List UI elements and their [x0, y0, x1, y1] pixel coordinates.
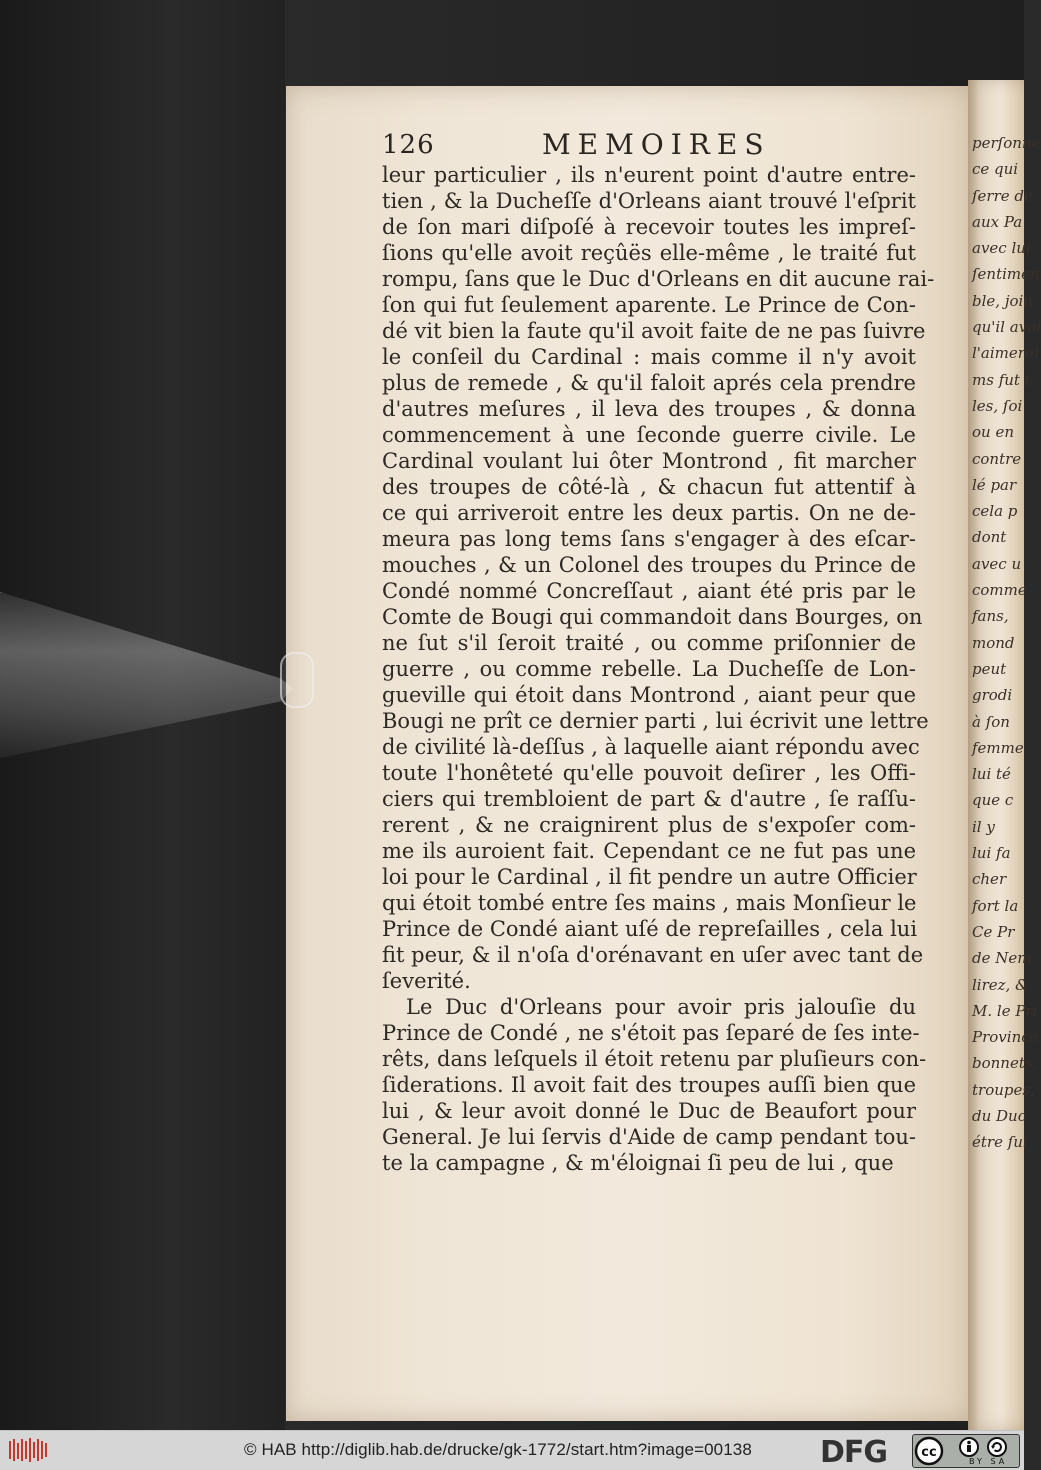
- license-label: BY SA: [969, 1457, 1008, 1466]
- text-line: General. Je lui ſervis d'Aide de camp pendant tou-: [382, 1125, 916, 1149]
- right-page-fragment: dont: [972, 528, 1007, 547]
- text-line: rêts, dans leſquels il étoit retenu par pluſieurs con-: [382, 1047, 927, 1071]
- right-page-fragment: qu'il avoi: [972, 318, 1041, 337]
- right-page-fragment: grodi: [972, 686, 1013, 705]
- right-page-fragment: mond: [972, 633, 1015, 652]
- text-line: guerre , ou comme rebelle. La Ducheſſe de Lon-: [382, 657, 916, 681]
- right-page-fragment: avec u: [972, 554, 1022, 573]
- text-line: ce qui arriveroit entre les deux partis. On ne de-: [382, 501, 916, 525]
- text-line: meura pas long tems ſans s'engager à des eſcar-: [382, 527, 916, 551]
- text-line: leur particulier , ils n'eurent point d'autre entre-: [382, 163, 916, 187]
- footer-bar: [0, 1430, 1024, 1470]
- right-page-fragment: ſerre de: [972, 186, 1033, 205]
- right-page-fragment: Province: [972, 1028, 1039, 1047]
- image-citation-link[interactable]: © HAB http://diglib.hab.de/drucke/gk-1772/start.htm?image=00138: [244, 1440, 752, 1459]
- text-line: des troupes de côté-là , & chacun fut attentif à: [382, 475, 916, 499]
- glass-holder-tip: [280, 652, 314, 708]
- text-line: fit peur, & il n'oſa d'orénavant en uſer avec tant de: [382, 943, 924, 967]
- text-line: ſon qui fut ſeulement aparente. Le Prince de Con-: [382, 293, 916, 317]
- text-line: mouches , & un Colonel des troupes du Prince de: [382, 553, 916, 577]
- right-page-fragment: avec lui: [972, 239, 1031, 258]
- right-page-fragment: il y: [972, 817, 995, 836]
- right-page-fragment: aux Pa: [972, 212, 1023, 231]
- book-page-left: [286, 86, 978, 1421]
- right-page-fragment: de Nem: [972, 949, 1032, 968]
- text-line: qui étoit tombé entre ſes mains , mais Monſieur le: [382, 891, 917, 915]
- right-page-fragment: troupes,: [972, 1080, 1035, 1099]
- text-line: rompu, ſans que le Duc d'Orleans en dit aucune rai-: [382, 267, 935, 291]
- dfg-logo: DFG: [820, 1435, 888, 1470]
- right-page-fragment: lirez, &: [972, 975, 1029, 994]
- right-page-fragment: lui fa: [972, 844, 1011, 863]
- text-line: de ſon mari diſpoſé à recevoir toutes les impreſ-: [382, 215, 916, 239]
- text-line: Prince de Condé aiant uſé de repreſailles , cela lui: [382, 917, 918, 941]
- text-line: plus de remede , & qu'il faloit aprés cela prendre: [382, 371, 916, 395]
- right-page-fragment: les, ſoi: [972, 396, 1023, 415]
- right-page-fragment: contre: [972, 449, 1022, 468]
- text-line: gueville qui étoit dans Montrond , aiant peur que: [382, 683, 916, 707]
- page-header: [382, 126, 902, 166]
- right-page-fragment: bonnets,: [972, 1054, 1038, 1073]
- text-line: ne ſut s'il ſeroit traité , ou comme priſonnier de: [382, 631, 916, 655]
- text-line: commencement à une ſeconde guerre civile. Le: [382, 423, 916, 447]
- text-line: Condé nommé Concreſſaut , aiant été pris par le: [382, 579, 916, 603]
- right-page-fragment: ble, join: [972, 291, 1033, 310]
- running-head: MEMOIRES: [542, 128, 771, 161]
- text-line: Prince de Condé , ne s'étoit pas ſeparé de ſes inte-: [382, 1021, 920, 1045]
- right-page-fragment: du Duc: [972, 1106, 1027, 1125]
- right-page-fragment: M. le Pri: [972, 1001, 1038, 1020]
- right-page-fragment: femme: [972, 738, 1024, 757]
- right-page-fragment: fans,: [972, 607, 1009, 626]
- text-line: Bougi ne prît ce dernier parti , lui écrivit une lettre: [382, 709, 929, 733]
- right-page-text-fragments: [972, 130, 1041, 1156]
- text-line: de civilité là-deſſus , à laquelle aiant répondu avec: [382, 735, 920, 759]
- right-page-fragment: Ce Pr: [972, 922, 1015, 941]
- text-line: rerent , & ne craignirent plus de s'expoſer com-: [382, 813, 916, 837]
- right-page-fragment: l'aimeroi: [972, 344, 1039, 363]
- text-line: te la campagne , & m'éloignai ſi peu de lui , que: [382, 1151, 894, 1175]
- text-line: ſions qu'elle avoit reçûës elle-même , le traité fut: [382, 241, 916, 265]
- text-line: Le Duc d'Orleans pour avoir pris jalouſie du: [406, 995, 916, 1019]
- text-line: lui , & leur avoit donné le Duc de Beaufort pour: [382, 1099, 916, 1123]
- text-line: Comte de Bougi qui commandoit dans Bourges, on: [382, 605, 923, 629]
- right-page-fragment: cher: [972, 870, 1007, 889]
- right-page-fragment: peut: [972, 659, 1007, 678]
- text-line: d'autres meſures , il leva des troupes , & donna: [382, 397, 916, 421]
- right-page-fragment: ſentimen: [972, 265, 1040, 284]
- right-page-fragment: ms fut t: [972, 370, 1031, 389]
- right-page-fragment: fort la: [972, 896, 1019, 915]
- cc-license-badge[interactable]: [912, 1434, 1020, 1468]
- text-line: Cardinal voulant lui ôter Montrond , fit marcher: [382, 449, 916, 473]
- right-page-fragment: à ſon: [972, 712, 1010, 731]
- text-line: le conſeil du Cardinal : mais comme il n'y avoit: [382, 345, 916, 369]
- text-line: toute l'honêteté qu'elle pouvoit deſirer , les Offi-: [382, 761, 916, 785]
- text-line: loi pour le Cardinal , il fit pendre un autre Officier: [382, 865, 917, 889]
- text-line: me ils auroient fait. Cependant ce ne fut pas une: [382, 839, 916, 863]
- text-line: ſeverité.: [382, 969, 471, 993]
- right-page-fragment: lui té: [972, 765, 1011, 784]
- text-line: ciers qui trembloient de part & d'autre , ſe raſſu-: [382, 787, 916, 811]
- right-page-fragment: cela p: [972, 502, 1018, 521]
- page-text-body: [382, 162, 935, 1176]
- right-page-fragment: ou en: [972, 423, 1014, 442]
- hab-logo-icon: [8, 1437, 48, 1463]
- right-page-fragment: lé par: [972, 475, 1017, 494]
- page-number: 126: [382, 130, 435, 160]
- text-line: ſiderations. Il avoit fait des troupes auſſi bien que: [382, 1073, 916, 1097]
- right-page-fragment: étre ſui: [972, 1133, 1028, 1152]
- text-line: tien , & la Ducheſſe d'Orleans aiant trouvé l'eſprit: [382, 189, 916, 213]
- svg-text:cc: cc: [921, 1445, 937, 1460]
- text-line: dé vit bien la faute qu'il avoit faite de ne pas ſuivre: [382, 319, 926, 343]
- right-page-fragment: comme: [972, 581, 1027, 600]
- right-page-fragment: ce qui: [972, 160, 1019, 179]
- right-page-fragment: perſonne: [972, 134, 1041, 152]
- right-page-fragment: que c: [972, 791, 1014, 810]
- book-page-right-edge: [968, 80, 1041, 1430]
